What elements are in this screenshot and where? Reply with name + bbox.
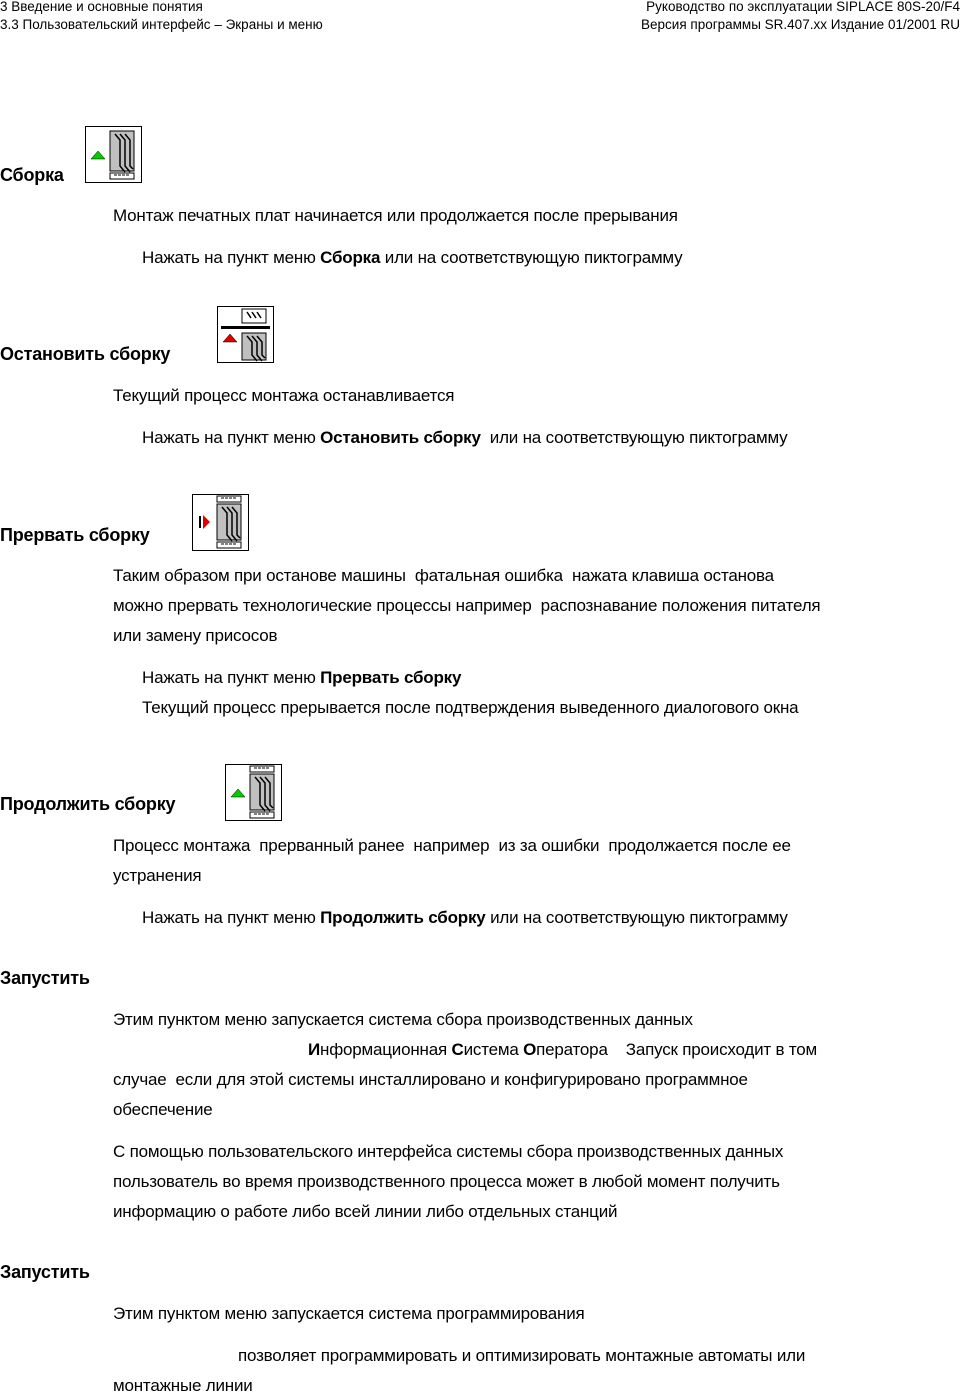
text-segment: случае если для этой системы инсталлировано и конфигурировано программное (113, 1070, 748, 1089)
paragraph-line (113, 866, 201, 886)
text-segment: Таким образом при останове машины фатальная ошибка нажата клавиша останова (113, 566, 774, 585)
text-segment: или замену присосов (113, 626, 278, 645)
section-heading: Запустить (0, 968, 90, 988)
text-segment: монтажные линии (113, 1376, 253, 1395)
text-segment: истема (463, 1040, 524, 1059)
menu-item-reference: Сборка (320, 248, 381, 267)
menu-item-reference: Остановить сборку (320, 428, 481, 447)
section-heading: Запустить (0, 1262, 90, 1282)
paragraph-line (113, 1070, 748, 1090)
header-manual: Руководство по эксплуатации SIPLACE 80S-20/F4 (646, 0, 960, 14)
header-version: Версия программы SR.407.xx Издание 01/2001 RU (641, 17, 960, 32)
paragraph-line (113, 386, 454, 406)
abort-assembly-icon (192, 494, 249, 551)
text-segment: ператора Запуск происходит в том (536, 1040, 818, 1059)
paragraph-line (113, 1304, 585, 1324)
paragraph-line (113, 1010, 693, 1030)
paragraph-line (113, 626, 277, 646)
start-assembly-icon (85, 126, 142, 183)
paragraph-line (113, 206, 678, 226)
text-segment: позволяет программировать и оптимизировать монтажные автоматы или (238, 1346, 806, 1365)
instruction-line (142, 248, 682, 268)
paragraph-line (113, 1100, 213, 1120)
text-segment: или на соответствующую пиктограмму (485, 908, 788, 927)
text-segment: устранения (113, 866, 202, 885)
continue-assembly-icon (225, 764, 282, 821)
text-segment: Монтаж печатных плат начинается или продолжается после прерывания (113, 206, 678, 225)
text-segment: обеспечение (113, 1100, 213, 1119)
menu-item-reference: С (451, 1040, 464, 1059)
text-segment: Нажать на пункт меню (142, 428, 321, 447)
menu-item-reference: И (308, 1040, 321, 1059)
menu-item-reference: Прервать сборку (320, 668, 462, 687)
stop-assembly-icon (217, 306, 274, 363)
paragraph-line (113, 1376, 253, 1396)
text-segment: или на соответствующую пиктограмму (380, 248, 683, 267)
paragraph-line (238, 1346, 805, 1366)
paragraph-line (113, 1202, 617, 1222)
text-segment: Процесс монтажа прерванный ранее например из за ошибки продолжается после ее (113, 836, 791, 855)
paragraph-line (113, 1142, 783, 1162)
text-segment: Текущий процесс монтажа останавливается (113, 386, 455, 405)
instruction-line (142, 428, 787, 448)
paragraph-line (113, 1172, 780, 1192)
paragraph-line (308, 1040, 817, 1060)
paragraph-line (113, 836, 791, 856)
text-segment: Этим пунктом меню запускается система программирования (113, 1304, 585, 1323)
text-segment: Текущий процесс прерывается после подтверждения выведенного диалогового окна (142, 698, 799, 717)
text-segment: пользователь во время производственного процесса может в любой момент получить (113, 1172, 780, 1191)
instruction-line (142, 908, 788, 928)
instruction-line (142, 698, 798, 718)
text-segment: Этим пунктом меню запускается система сбора производственных данных (113, 1010, 693, 1029)
text-segment: нформационная (320, 1040, 452, 1059)
text-segment: информацию о работе либо всей линии либо отдельных станций (113, 1202, 618, 1221)
paragraph-line (113, 596, 820, 616)
text-segment: или на соответствующую пиктограмму (480, 428, 788, 447)
section-heading: Остановить сборку (0, 344, 171, 364)
text-segment: Нажать на пункт меню (142, 248, 321, 267)
text-segment: Нажать на пункт меню (142, 908, 321, 927)
paragraph-line (113, 566, 774, 586)
header-section: 3.3 Пользовательский интерфейс – Экраны и меню (0, 17, 323, 32)
header-chapter: 3 Введение и основные понятия (0, 0, 203, 14)
instruction-line (142, 668, 461, 688)
menu-item-reference: О (523, 1040, 537, 1059)
text-segment: С помощью пользовательского интерфейса системы сбора производственных данных (113, 1142, 784, 1161)
text-segment: Нажать на пункт меню (142, 668, 321, 687)
section-heading: Продолжить сборку (0, 794, 176, 814)
text-segment: можно прервать технологические процессы например распознавание положения питателя (113, 596, 821, 615)
menu-item-reference: Продолжить сборку (320, 908, 486, 927)
section-heading: Сборка (0, 165, 64, 185)
section-heading: Прервать сборку (0, 525, 150, 545)
